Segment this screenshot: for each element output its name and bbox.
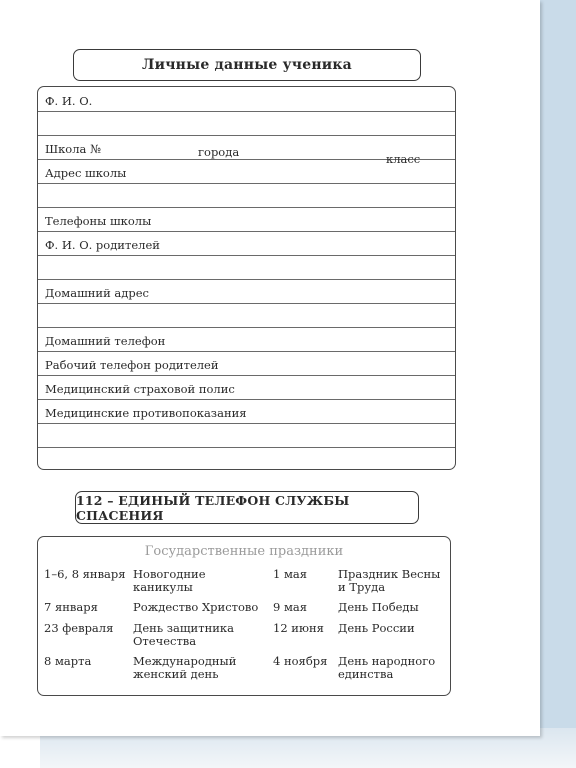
form-row-school[interactable]: [38, 135, 455, 166]
holiday-name: Праздник Весны и Труда: [338, 567, 441, 594]
holiday-date: 1–6, 8 января: [44, 567, 126, 581]
label-school-address: Адрес школы: [45, 166, 127, 180]
form-row-school-address[interactable]: [38, 159, 455, 184]
form-row-home-address-extra[interactable]: [38, 303, 455, 328]
holiday-date: 7 января: [44, 600, 98, 614]
holidays-title: Государственные праздники: [144, 544, 344, 559]
form-row-parents-work-phone[interactable]: [38, 351, 455, 376]
holiday-date: 9 мая: [273, 600, 308, 614]
form-row-fio-extra[interactable]: [38, 111, 455, 136]
label-class: класс: [386, 152, 421, 166]
form-row-home-address[interactable]: [38, 279, 455, 304]
holiday-date: 8 марта: [44, 654, 92, 668]
label-parents-fio: Ф. И. О. родителей: [45, 238, 160, 252]
holiday-name: Рождество Христово: [133, 600, 259, 614]
holiday-name: День защитника Отечества: [133, 621, 234, 648]
label-fio: Ф. И. О.: [45, 94, 93, 108]
form-row-school-phones[interactable]: [38, 207, 455, 232]
holiday-name: День России: [338, 621, 415, 635]
label-school-phones: Телефоны школы: [45, 214, 152, 228]
holiday-date: 1 мая: [273, 567, 308, 581]
personal-data-title: Личные данные ученика: [73, 49, 421, 81]
form-row-contraindications-extra-2[interactable]: [38, 447, 455, 470]
label-home-address: Домашний адрес: [45, 286, 149, 300]
label-school-no: Школа №: [45, 142, 101, 156]
holiday-name: Международный женский день: [133, 654, 237, 681]
label-contraindications: Медицинские противопоказания: [45, 406, 247, 420]
form-row-fio[interactable]: [38, 87, 455, 112]
form-row-school-address-extra[interactable]: [38, 183, 455, 208]
label-city: города: [198, 145, 240, 159]
form-row-contraindications-extra[interactable]: [38, 423, 455, 448]
form-row-insurance[interactable]: [38, 375, 455, 400]
holiday-name: День Победы: [338, 600, 419, 614]
label-home-phone: Домашний телефон: [45, 334, 166, 348]
holidays-table: [37, 536, 451, 696]
holiday-name: Новогодние каникулы: [133, 567, 206, 594]
form-row-parents-fio[interactable]: [38, 231, 455, 256]
emergency-phone-banner: 112 – ЕДИНЫЙ ТЕЛЕФОН СЛУЖБЫ СПАСЕНИЯ: [75, 491, 419, 524]
label-parents-work-phone: Рабочий телефон родителей: [45, 358, 219, 372]
form-row-contraindications[interactable]: [38, 399, 455, 424]
form-row-parents-fio-extra[interactable]: [38, 255, 455, 280]
holiday-name: День народного единства: [338, 654, 436, 681]
holiday-date: 23 февраля: [44, 621, 114, 635]
form-row-home-phone[interactable]: [38, 327, 455, 352]
personal-data-form: [37, 86, 456, 470]
label-insurance-policy: Медицинский страховой полис: [45, 382, 235, 396]
holiday-date: 12 июня: [273, 621, 324, 635]
holiday-date: 4 ноября: [273, 654, 328, 668]
